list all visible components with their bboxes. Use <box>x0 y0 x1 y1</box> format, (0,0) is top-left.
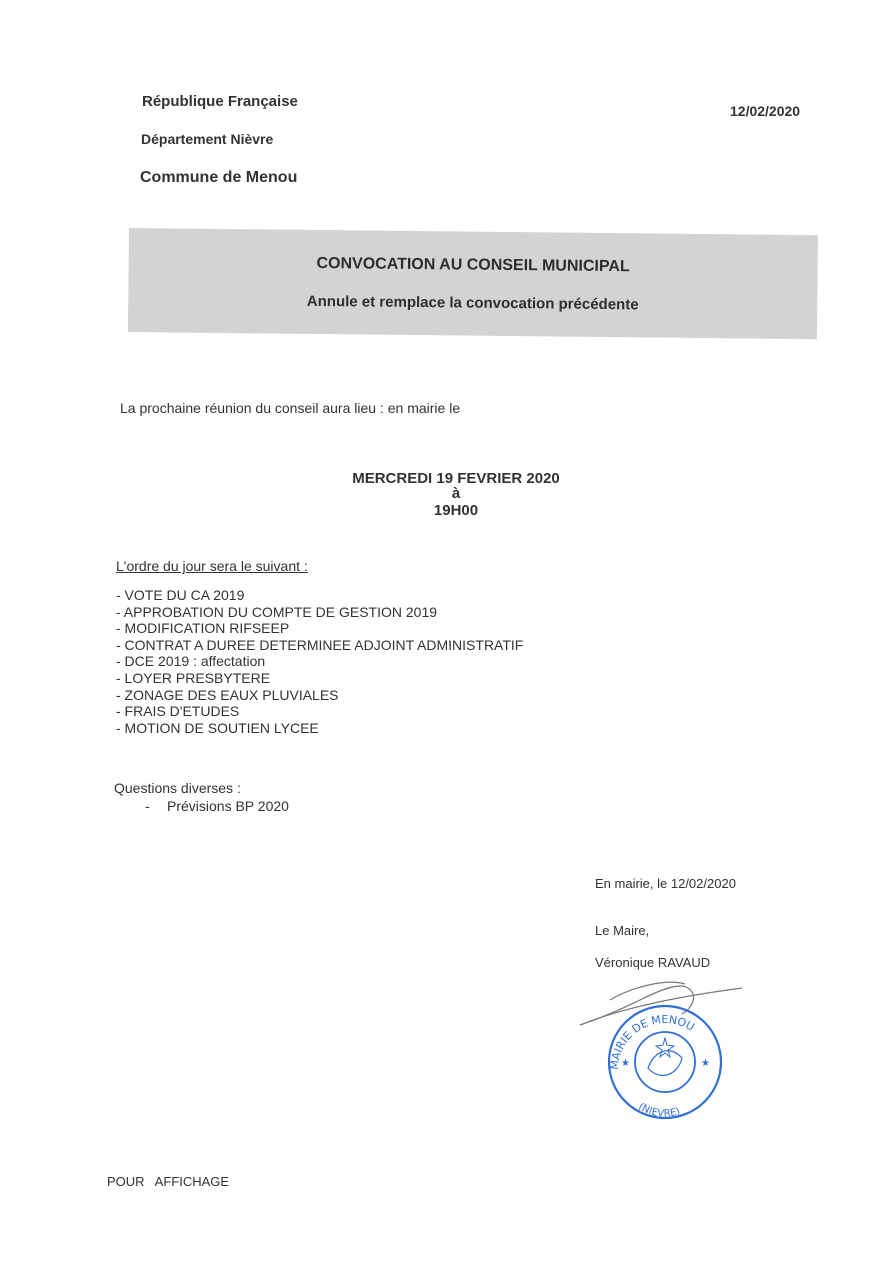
document-subtitle: Annule et remplace la convocation précédente <box>306 292 639 314</box>
header-commune: Commune de Menou <box>140 169 298 186</box>
agenda-item: - MODIFICATION RIFSEEP <box>116 620 290 637</box>
questions-heading: Questions diverses : <box>114 780 241 796</box>
agenda-item: - FRAIS D'ETUDES <box>116 703 240 720</box>
svg-text:MAIRIE DE MENOU: MAIRIE DE MENOU <box>607 1013 697 1071</box>
signature-place-date: En mairie, le 12/02/2020 <box>595 876 736 891</box>
agenda-list <box>116 587 523 736</box>
meeting-day: MERCREDI 19 FEVRIER 2020 <box>352 470 560 487</box>
signature-and-stamp <box>570 970 760 1130</box>
agenda-item: - ZONAGE DES EAUX PLUVIALES <box>116 686 339 703</box>
handwritten-signature <box>580 982 742 1025</box>
footer-posting-note: POUR AFFICHAGE <box>107 1174 230 1189</box>
agenda-item: - LOYER PRESBYTERE <box>116 669 271 686</box>
document-title: CONVOCATION AU CONSEIL MUNICIPAL <box>316 254 630 276</box>
title-banner <box>128 228 818 339</box>
meeting-time: 19H00 <box>433 502 479 519</box>
header-department: Département Nièvre <box>141 131 274 147</box>
agenda-heading: L'ordre du jour sera le suivant : <box>116 558 308 574</box>
svg-text:★: ★ <box>621 1058 630 1069</box>
agenda-item: - DCE 2019 : affectation <box>116 653 266 670</box>
svg-text:(NIEVRE): (NIEVRE) <box>636 1101 682 1120</box>
signature-name: Véronique RAVAUD <box>595 955 711 970</box>
questions-bullet: - <box>145 798 150 814</box>
agenda-item: - MOTION DE SOUTIEN LYCEE <box>116 719 319 736</box>
agenda-item: - VOTE DU CA 2019 <box>116 587 245 603</box>
document-date: 12/02/2020 <box>730 103 801 119</box>
header-republic: République Française <box>142 93 298 110</box>
signature-role: Le Maire, <box>595 923 650 938</box>
agenda-item: - APPROBATION DU COMPTE DE GESTION 2019 <box>116 603 438 620</box>
intro-text: La prochaine réunion du conseil aura lieu : en mairie le <box>120 400 461 416</box>
meeting-at: à <box>451 485 461 502</box>
agenda-item: - CONTRAT A DUREE DETERMINEE ADJOINT ADMINISTRATIF <box>116 636 524 653</box>
questions-item: Prévisions BP 2020 <box>167 798 289 814</box>
mairie-stamp <box>608 1006 721 1120</box>
svg-text:★: ★ <box>701 1058 710 1069</box>
